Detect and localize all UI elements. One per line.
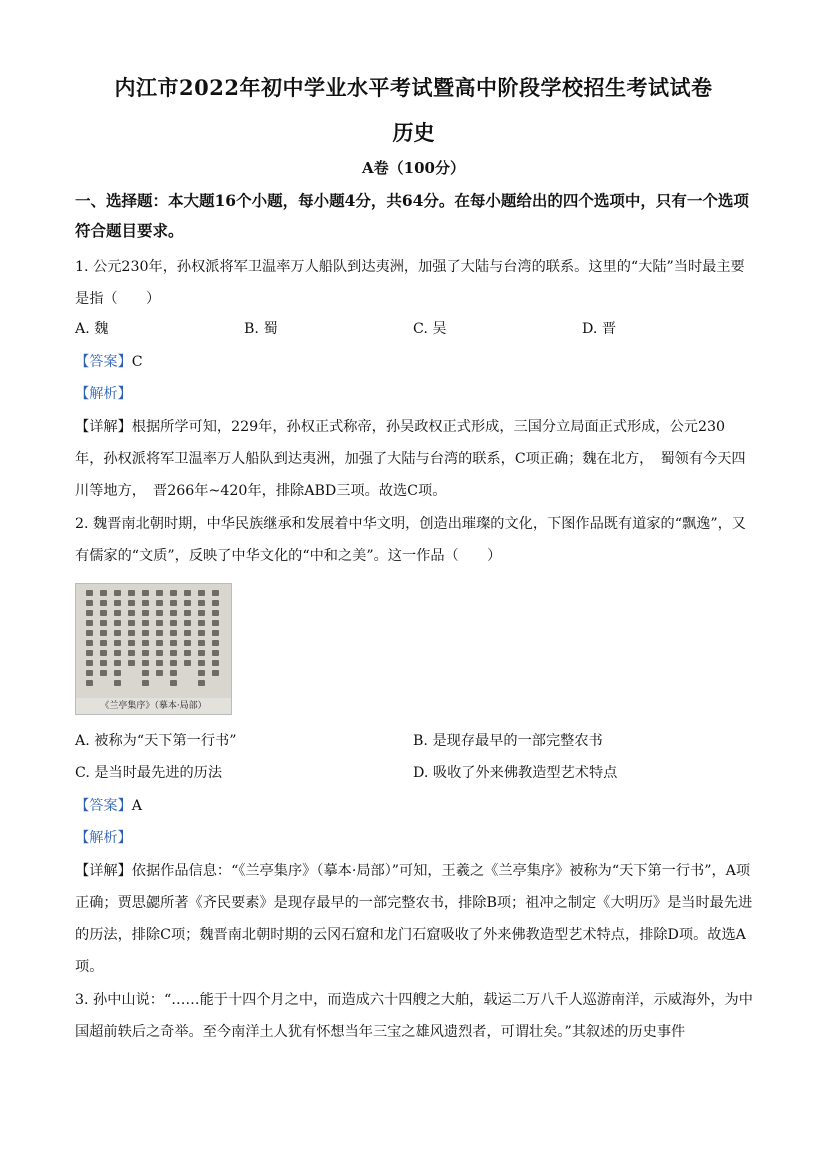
q2-option-d: D. 吸收了外来佛教造型艺术特点 bbox=[413, 765, 618, 781]
lanting-calligraphy-image bbox=[75, 583, 232, 715]
q1-option-d: D. 晋 bbox=[582, 321, 617, 337]
question-1-stem: 1. 公元230年，孙权派将军卫温率万人船队到达夷洲，加强了大陆与台湾的联系。这里的“大陆”当时最主要是指（ ） bbox=[75, 259, 745, 307]
q2-option-a: A. 被称为“天下第一行书” bbox=[75, 733, 237, 749]
q2-answer-tag: 【答案】 bbox=[75, 798, 132, 814]
volume-label: A卷（100分） bbox=[362, 159, 465, 177]
q1-answer-tag: 【答案】 bbox=[75, 354, 132, 370]
q1-detail bbox=[75, 411, 753, 507]
section-instructions: 一、选择题：本大题16个小题，每小题4分，共64分。在每小题给出的四个选项中，只有一个选项符合题目要求。 bbox=[75, 191, 749, 240]
subject-title: 历史 bbox=[392, 120, 435, 145]
q1-option-a: A. 魏 bbox=[75, 321, 109, 337]
q2-option-b: B. 是现存最早的一部完整农书 bbox=[413, 733, 603, 749]
q2-detail-tag: 【详解】 bbox=[75, 863, 132, 879]
q2-answer-value: A bbox=[131, 798, 143, 814]
q1-answer-line bbox=[75, 352, 143, 372]
q2-analysis-tag: 【解析】 bbox=[75, 830, 132, 846]
image-caption: 《兰亭集序》（摹本·局部） bbox=[76, 698, 231, 714]
q1-option-b: B. 蜀 bbox=[244, 321, 278, 337]
q1-detail-text: 根据所学可知，229年，孙权正式称帝，孙吴政权正式形成，三国分立局面正式形成，公元230年，孙权派将军卫温率万人船队到达夷洲，加强了大陆与台湾的联系，C项正确；魏在北方， 蜀领有今天四川等地方， 晋266年~420年，排除ABD三项。故选C项。 bbox=[75, 419, 746, 499]
q2-detail bbox=[75, 855, 753, 983]
q1-detail-tag: 【详解】 bbox=[75, 419, 132, 435]
q1-analysis-tag: 【解析】 bbox=[75, 386, 132, 402]
q1-option-c: C. 吴 bbox=[413, 321, 447, 337]
question-3-stem: 3. 孙中山说：“……能于十四个月之中，而造成六十四艘之大舶，载运二万八千人巡游南洋，示威海外，为中国超前轶后之奇举。至今南洋土人犹有怀想当年三宝之雄风遗烈者，可谓壮矣。”其叙述的历史事件 bbox=[75, 992, 753, 1040]
question-2-stem: 2. 魏晋南北朝时期，中华民族继承和发展着中华文明，创造出璀璨的文化，下图作品既有道家的“飘逸”，又有儒家的“文质”，反映了中华文化的“中和之美”。这一作品（ ） bbox=[75, 516, 746, 564]
q1-answer-value: C bbox=[131, 354, 143, 370]
q2-answer-line bbox=[75, 796, 142, 816]
q2-detail-text: 依据作品信息：“《兰亭集序》（摹本·局部）”可知，王羲之《兰亭集序》被称为“天下第一行书”，A项正确；贾思勰所著《齐民要素》是现存最早的一部完整农书，排除B项；祖冲之制定《大明历》是当时最先进的历法，排除C项；魏晋南北朝时期的云冈石窟和龙门石窟吸收了外来佛教造型艺术特点，排除D项。故选A项。 bbox=[75, 863, 753, 975]
exam-title: 内江市2022年初中学业水平考试暨高中阶段学校招生考试试卷 bbox=[114, 75, 713, 100]
q2-option-c: C. 是当时最先进的历法 bbox=[75, 765, 223, 781]
